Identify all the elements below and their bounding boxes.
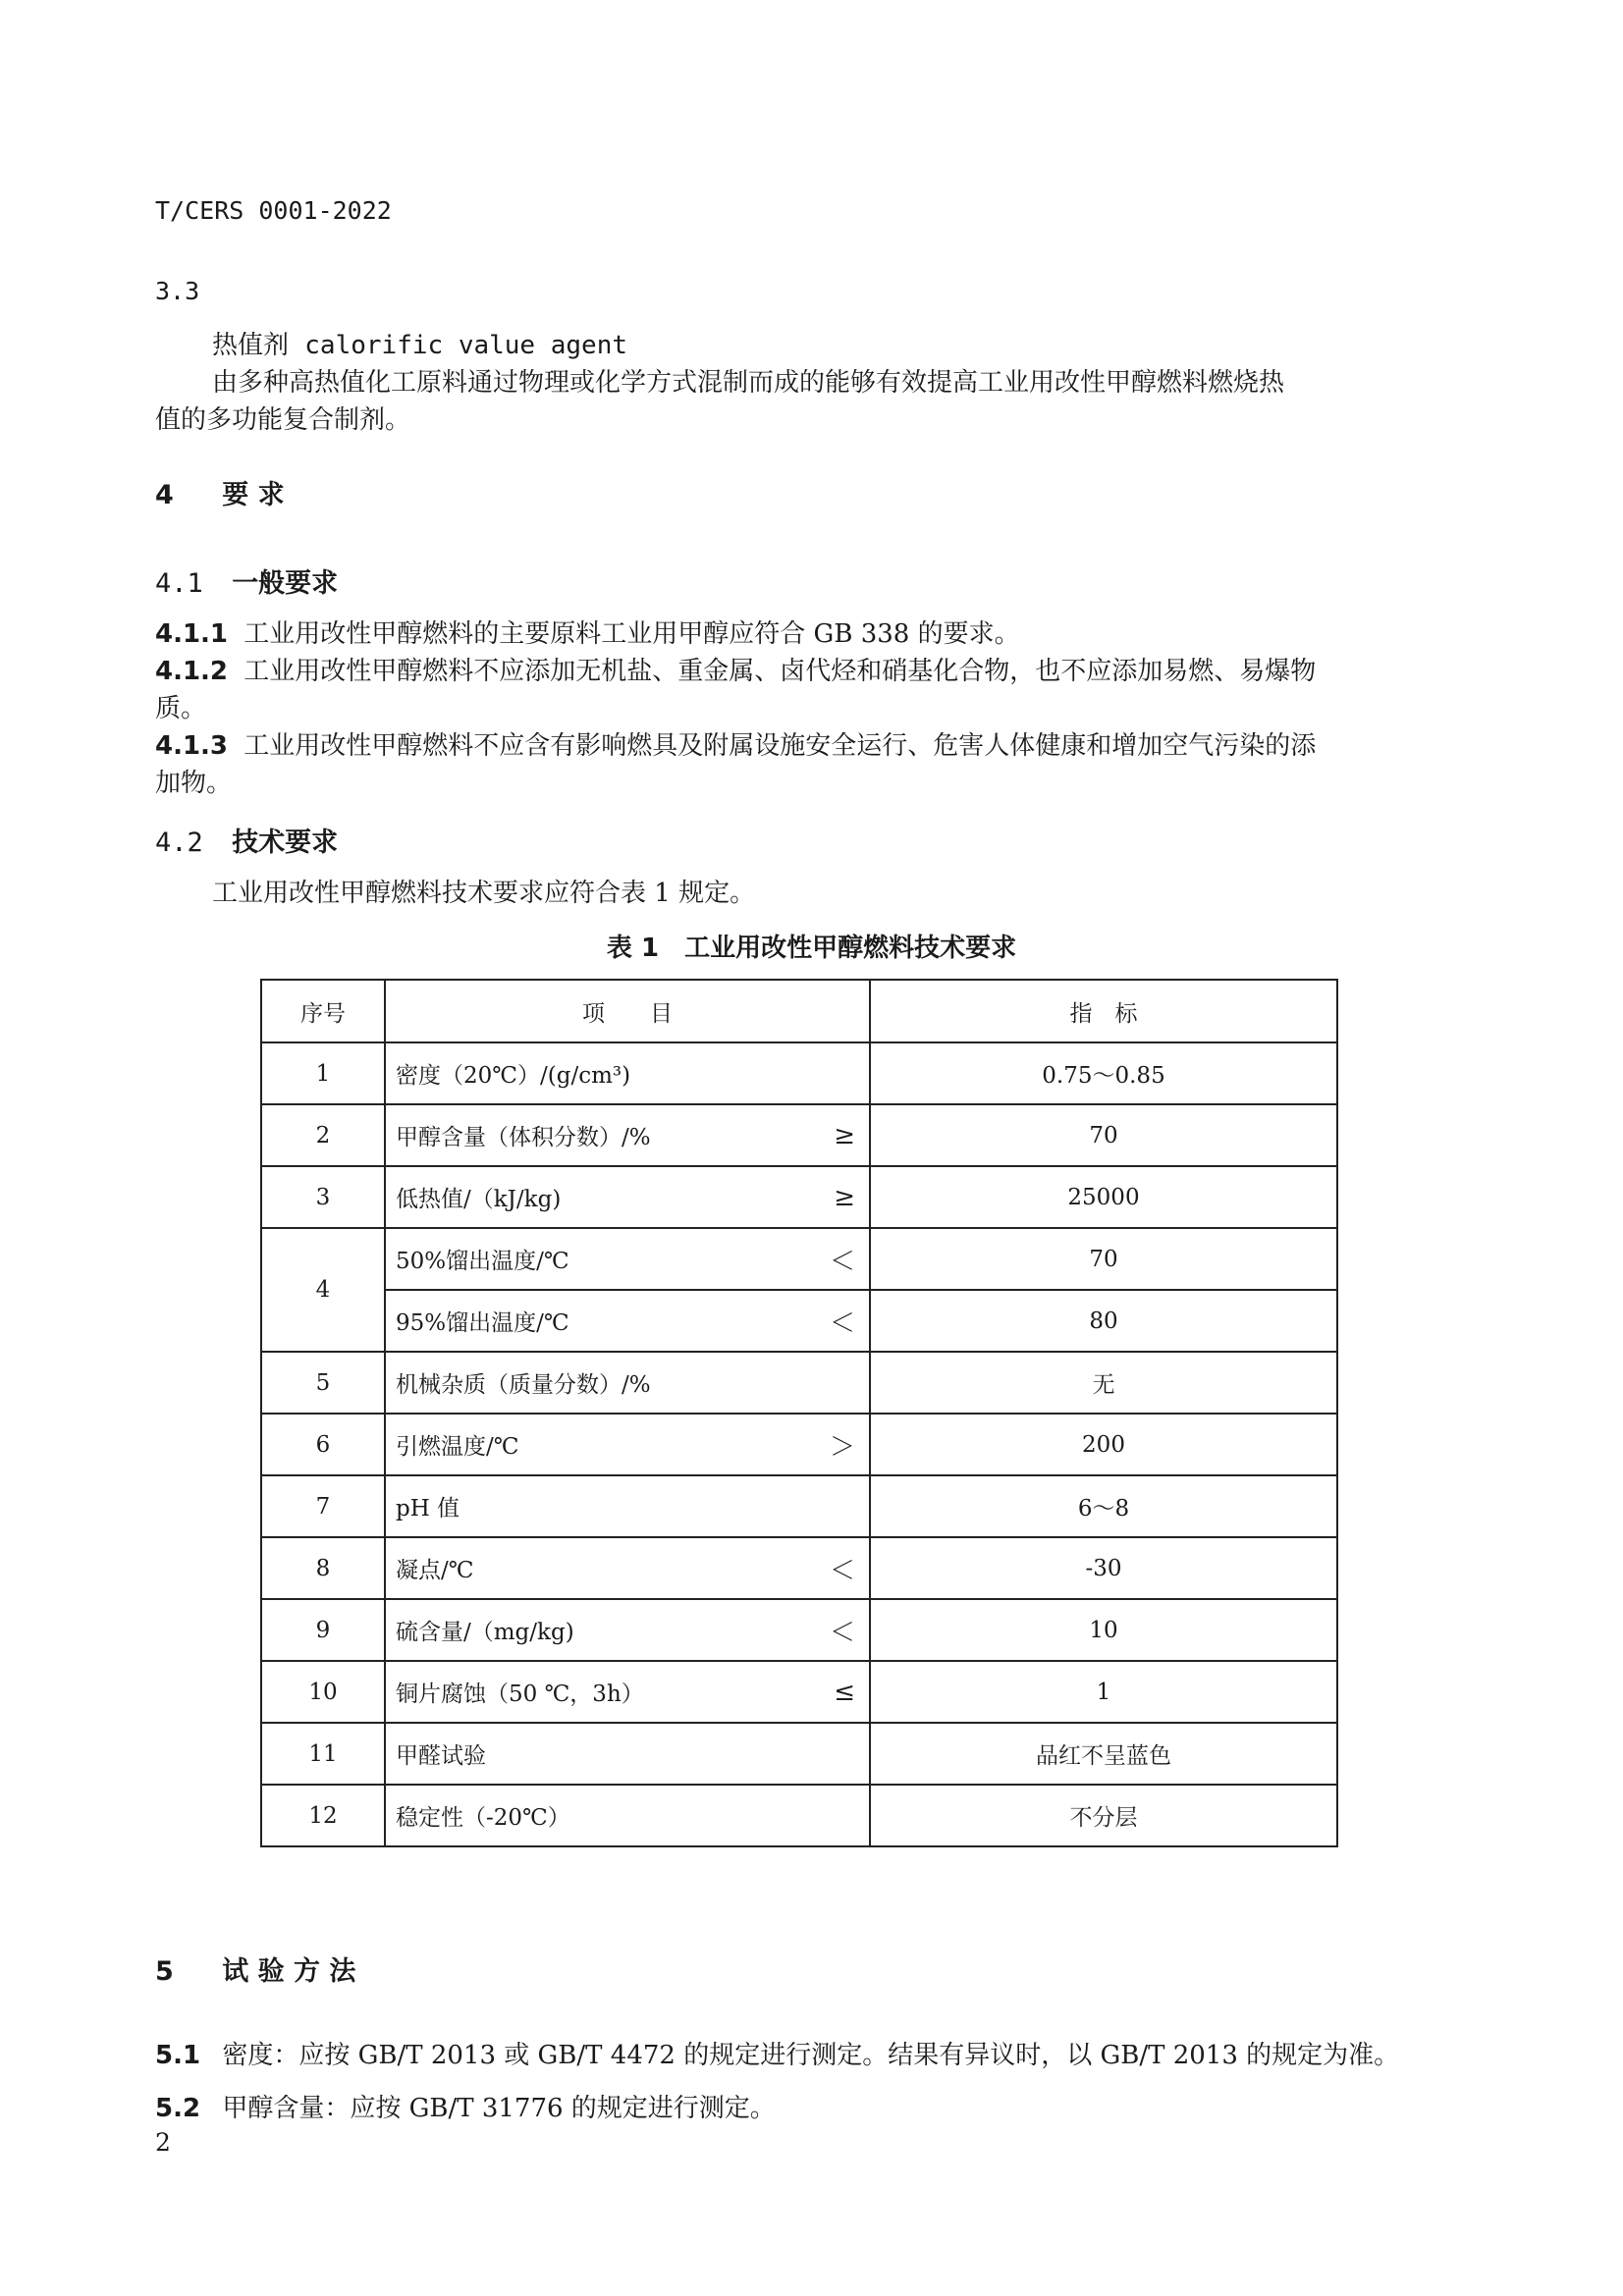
- row-spec: 6～8: [870, 1475, 1337, 1537]
- clause-4-1-2: [155, 654, 1316, 689]
- row-item: [385, 1042, 870, 1104]
- section-4-2-body: 工业用改性甲醇燃料技术要求应符合表 1 规定。: [212, 879, 756, 908]
- clause-text: 甲醇含量：应按 GB/T 31776 的规定进行测定。: [222, 2094, 776, 2123]
- item-label: 50%馏出温度/℃: [396, 1249, 569, 1274]
- item-label: 硫含量/（mg/kg): [396, 1620, 574, 1645]
- clause-text: 工业用改性甲醇燃料不应添加无机盐、重金属、卤代烃和硝基化合物，也不应添加易燃、易爆物: [243, 657, 1317, 686]
- table-row: [261, 1785, 1337, 1846]
- row-item: [385, 1290, 870, 1352]
- row-spec: 0.75～0.85: [870, 1042, 1337, 1104]
- table-row: [261, 1228, 1337, 1290]
- item-label: 稳定性（-20℃）: [396, 1805, 570, 1831]
- row-no: 3: [261, 1166, 385, 1228]
- row-spec: 80: [870, 1290, 1337, 1352]
- row-item: [385, 1723, 870, 1785]
- row-item: [385, 1785, 870, 1846]
- row-no: 2: [261, 1104, 385, 1166]
- table-row: [261, 1723, 1337, 1785]
- table-row: [261, 1661, 1337, 1723]
- table-row: [261, 1042, 1337, 1104]
- clause-text: 密度：应按 GB/T 2013 或 GB/T 4472 的规定进行测定。结果有异议时，以 GB/T 2013 的规定为准。: [222, 2041, 1400, 2070]
- item-operator: ≤: [834, 1677, 855, 1707]
- header-no: 序号: [261, 980, 385, 1042]
- header-item: 项 目: [385, 980, 870, 1042]
- section-3-3-number: 3.3: [155, 277, 200, 305]
- table-header-row: [261, 980, 1337, 1042]
- clause-5-2: [155, 2091, 776, 2126]
- clause-5-1: [155, 2038, 1399, 2073]
- row-no: 1: [261, 1042, 385, 1104]
- row-spec: 70: [870, 1104, 1337, 1166]
- table-row: [261, 1104, 1337, 1166]
- row-item: [385, 1475, 870, 1537]
- row-no: 9: [261, 1599, 385, 1661]
- row-no: 4: [261, 1228, 385, 1352]
- clause-number: 4.1.1: [155, 619, 229, 649]
- section-4-2-title: 技术要求: [232, 828, 339, 858]
- item-operator: ≥: [834, 1182, 855, 1212]
- item-label: 95%馏出温度/℃: [396, 1310, 569, 1336]
- row-spec: 10: [870, 1599, 1337, 1661]
- table-caption: 表 1 工业用改性甲醇燃料技术要求: [606, 934, 1017, 963]
- item-label: 甲醇含量（体积分数）/%: [396, 1125, 651, 1150]
- row-item: [385, 1104, 870, 1166]
- item-label: 机械杂质（质量分数）/%: [396, 1372, 651, 1398]
- item-label: 铜片腐蚀（50 ℃，3h）: [396, 1682, 644, 1707]
- section-4-1-title: 一般要求: [232, 568, 339, 599]
- row-spec: 无: [870, 1352, 1337, 1414]
- header-spec: 指 标: [870, 980, 1337, 1042]
- row-no: 8: [261, 1537, 385, 1599]
- term-en: calorific value agent: [304, 331, 628, 360]
- row-spec: -30: [870, 1537, 1337, 1599]
- clause-text: 工业用改性甲醇燃料的主要原料工业用甲醇应符合 GB 338 的要求。: [243, 619, 1020, 649]
- row-no: 11: [261, 1723, 385, 1785]
- table-row: [261, 1414, 1337, 1475]
- section-4-2-number: 4.2: [155, 828, 203, 858]
- row-spec: 品红不呈蓝色: [870, 1723, 1337, 1785]
- table-row: [261, 1475, 1337, 1537]
- row-spec: 1: [870, 1661, 1337, 1723]
- row-item: [385, 1599, 870, 1661]
- section-5-heading: [155, 1949, 355, 1988]
- section-4-1-heading: [155, 561, 338, 600]
- row-no: 7: [261, 1475, 385, 1537]
- page-number: 2: [155, 2128, 171, 2157]
- row-item: [385, 1352, 870, 1414]
- clause-4-1-3: [155, 728, 1316, 764]
- table-row: [261, 1599, 1337, 1661]
- item-operator: ＜: [829, 1247, 855, 1276]
- row-spec: 25000: [870, 1166, 1337, 1228]
- item-operator: ＜: [829, 1556, 855, 1585]
- row-item: [385, 1537, 870, 1599]
- table-row: [261, 1166, 1337, 1228]
- row-item: [385, 1661, 870, 1723]
- section-5-title: 试 验 方 法: [222, 1956, 356, 1987]
- row-item: [385, 1228, 870, 1290]
- section-4-heading: [155, 473, 285, 511]
- row-no: 5: [261, 1352, 385, 1414]
- row-no: 6: [261, 1414, 385, 1475]
- clause-4-1-3-continuation: 加物。: [155, 769, 233, 798]
- term-line: [212, 328, 627, 363]
- section-5-number: 5: [155, 1956, 174, 1987]
- item-label: 密度（20℃）/(g/cm³): [396, 1063, 631, 1089]
- row-no: 10: [261, 1661, 385, 1723]
- item-label: 引燃温度/℃: [396, 1434, 519, 1460]
- section-4-1-number: 4.1: [155, 568, 203, 599]
- term-definition-line-2: 值的多功能复合制剂。: [155, 405, 411, 435]
- document-code: T/CERS 0001-2022: [155, 196, 392, 225]
- table-row: [261, 1537, 1337, 1599]
- row-no: 12: [261, 1785, 385, 1846]
- item-operator: ＜: [829, 1618, 855, 1647]
- row-item: [385, 1414, 870, 1475]
- term-definition-line-1: 由多种高热值化工原料通过物理或化学方式混制而成的能够有效提高工业用改性甲醇燃料燃烧热: [212, 368, 1285, 398]
- section-4-title: 要 求: [222, 480, 285, 510]
- item-operator: ＞: [829, 1432, 855, 1462]
- item-label: 甲醛试验: [396, 1743, 486, 1769]
- clause-4-1-1: [155, 616, 1020, 652]
- section-4-number: 4: [155, 480, 174, 510]
- term-cn: 热值剂: [212, 331, 290, 360]
- clause-number: 4.1.3: [155, 731, 229, 761]
- table-row: [261, 1290, 1337, 1352]
- row-spec: 70: [870, 1228, 1337, 1290]
- item-label: 凝点/℃: [396, 1558, 474, 1583]
- clause-number: 4.1.2: [155, 657, 229, 686]
- item-operator: ＜: [829, 1308, 855, 1338]
- item-label: 低热值/（kJ/kg): [396, 1187, 562, 1212]
- clause-number: 5.1: [155, 2041, 201, 2070]
- clause-text: 工业用改性甲醇燃料不应含有影响燃具及附属设施安全运行、危害人体健康和增加空气污染的添: [243, 731, 1317, 761]
- section-4-2-heading: [155, 821, 338, 859]
- table-row: [261, 1352, 1337, 1414]
- item-operator: ≥: [834, 1120, 855, 1150]
- row-spec: 不分层: [870, 1785, 1337, 1846]
- item-label: pH 值: [396, 1496, 460, 1522]
- row-item: [385, 1166, 870, 1228]
- row-spec: 200: [870, 1414, 1337, 1475]
- clause-4-1-2-continuation: 质。: [155, 694, 207, 723]
- requirements-table: [260, 979, 1338, 1847]
- clause-number: 5.2: [155, 2094, 201, 2123]
